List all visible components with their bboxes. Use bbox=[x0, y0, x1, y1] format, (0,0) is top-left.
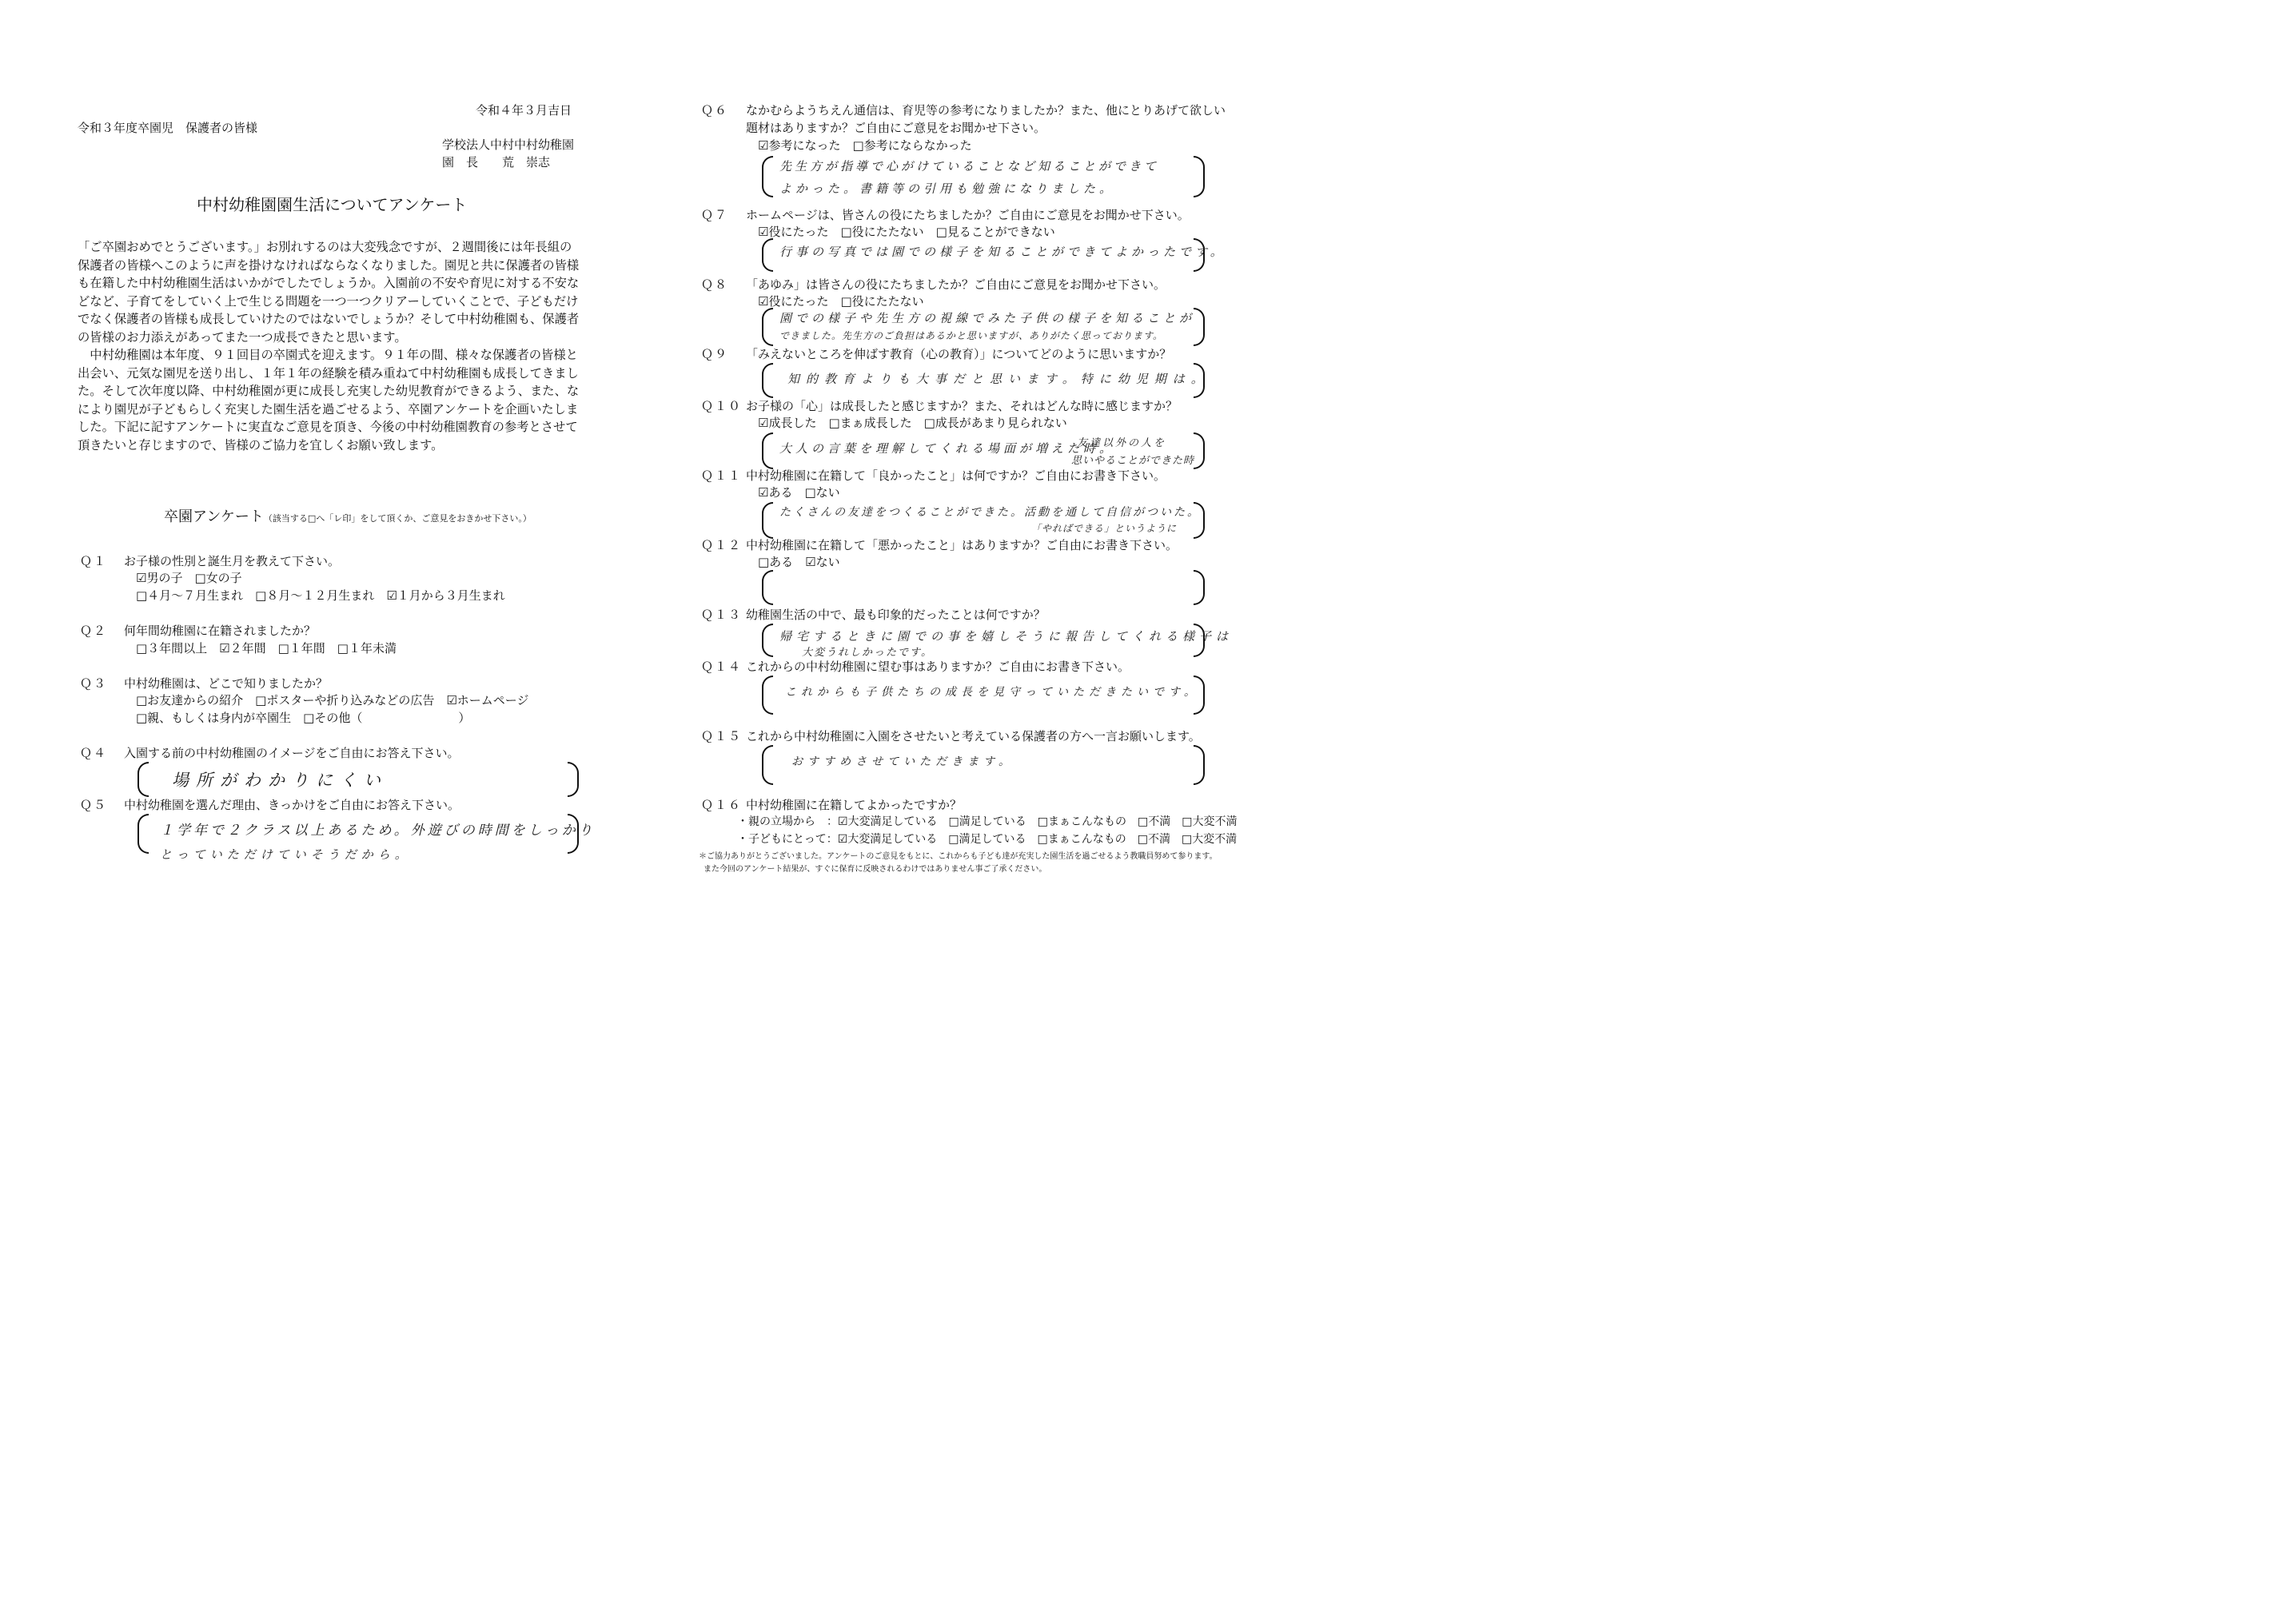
q4-answer[interactable]: 場所がわかりにくい bbox=[172, 771, 388, 790]
q1-number: Ｑ１ bbox=[80, 554, 108, 568]
q11-number: Ｑ１１ bbox=[701, 468, 743, 483]
q2-options[interactable]: □３年間以上 ☑２年間 □１年間 □１年未満 bbox=[136, 641, 397, 656]
q6-options[interactable]: ☑参考になった □参考にならなかった bbox=[758, 138, 972, 153]
q13-number: Ｑ１３ bbox=[701, 608, 743, 622]
q5-text: 中村幼稚園を選んだ理由、きっかけをご自由にお答え下さい。 bbox=[124, 798, 460, 812]
q14-answer[interactable]: これからも子供たちの成長を見守っていただきたいです。 bbox=[785, 686, 1200, 699]
q3-options-1[interactable]: □お友達からの紹介 □ポスターや折り込みなどの広告 ☑ホームページ bbox=[136, 693, 529, 707]
survey-title bbox=[164, 509, 532, 525]
q13-bracket-left bbox=[762, 624, 773, 657]
q14-number: Ｑ１４ bbox=[701, 660, 743, 674]
q7-bracket-left bbox=[762, 238, 773, 272]
q11-bracket-left bbox=[762, 502, 773, 539]
q12-number: Ｑ１２ bbox=[701, 538, 743, 552]
q10-options[interactable]: ☑成長した □まぁ成長した □成長があまり見られない bbox=[758, 416, 1067, 430]
principal: 園 長 荒 崇志 bbox=[442, 155, 551, 169]
q6-bracket-left bbox=[762, 156, 773, 197]
q15-bracket-right bbox=[1194, 745, 1205, 785]
document-date: 令和４年３月吉日 bbox=[476, 103, 572, 118]
q9-bracket-left bbox=[762, 363, 773, 398]
q4-text: 入園する前の中村幼稚園のイメージをご自由にお答え下さい。 bbox=[124, 746, 460, 760]
q6-number: Ｑ６ bbox=[701, 103, 729, 118]
q8-answer-line-1[interactable]: 園での様子や先生方の視線でみた子供の様子を知ることが bbox=[779, 311, 1196, 325]
q16-text: 中村幼稚園に在籍してよかったですか？ bbox=[746, 798, 963, 812]
q8-text: 「あゆみ」は皆さんの役にたちましたか？ご自由にご意見をお聞かせ下さい。 bbox=[746, 277, 1166, 292]
q15-bracket-left bbox=[762, 745, 773, 785]
q1-options-gender[interactable]: ☑男の子 □女の子 bbox=[136, 571, 242, 585]
q8-options[interactable]: ☑役にたった □役にたたない bbox=[758, 294, 924, 309]
q8-bracket-left bbox=[762, 308, 773, 346]
q10-number: Ｑ１０ bbox=[701, 399, 743, 413]
page-title: 中村幼稚園園生活についてアンケート bbox=[197, 195, 468, 214]
q6-answer-line-1[interactable]: 先生方が指導で心がけていることなど知ることができて bbox=[779, 159, 1160, 173]
q7-options[interactable]: ☑役にたった □役にたたない □見ることができない bbox=[758, 225, 1055, 239]
q5-answer-line-2[interactable]: とっていただけていそうだから。 bbox=[160, 847, 412, 862]
q11-answer-line-2[interactable]: 「やればできる」というように bbox=[1031, 523, 1178, 534]
q5-answer-line-1[interactable]: １学年で２クラス以上あるため。外遊びの時間をしっかり bbox=[160, 823, 596, 839]
q14-text: これからの中村幼稚園に望む事はありますか？ご自由にお書き下さい。 bbox=[746, 660, 1130, 674]
q4-number: Ｑ４ bbox=[80, 746, 108, 760]
q6-text-2: 題材はありますか？ご自由にご意見をお聞かせ下さい。 bbox=[746, 121, 1046, 135]
q1-options-birth[interactable]: □４月〜７月生まれ □８月〜１２月生まれ ☑１月から３月生まれ bbox=[136, 588, 505, 603]
q13-answer-line-2[interactable]: 大変うれしかったです。 bbox=[802, 647, 933, 659]
q3-number: Ｑ３ bbox=[80, 676, 108, 691]
q7-text: ホームページは、皆さんの役にたちましたか？ご自由にご意見をお聞かせ下さい。 bbox=[746, 208, 1190, 222]
q10-answer-line-2a[interactable]: 友達以外の人を bbox=[1077, 437, 1167, 449]
q2-text: 何年間幼稚園に在籍されましたか？ bbox=[124, 624, 317, 638]
q16-number: Ｑ１６ bbox=[701, 798, 743, 812]
q7-number: Ｑ７ bbox=[701, 208, 729, 222]
q8-bracket-right bbox=[1194, 308, 1205, 346]
q15-answer[interactable]: おすすめさせていただきます。 bbox=[791, 755, 1015, 768]
q12-options[interactable]: □ある ☑ない bbox=[758, 555, 840, 569]
recipients: 令和３年度卒園児 保護者の皆様 bbox=[78, 121, 258, 135]
q7-answer[interactable]: 行事の写真では園での様子を知ることができてよかったです。 bbox=[779, 245, 1226, 259]
footer-note-1: ＊ご協力ありがとうございました。アンケートのご意見をもとに、これからも子ども達が充実した園生活を過ごせるよう教職員努めて参ります。 bbox=[699, 852, 1218, 861]
q5-number: Ｑ５ bbox=[80, 798, 108, 812]
q6-text-1: なかむらようちえん通信は、育児等の参考になりましたか？また、他にとりあげて欲しい bbox=[746, 103, 1226, 118]
q11-text: 中村幼稚園に在籍して「良かったこと」は何ですか？ご自由にお書き下さい。 bbox=[746, 468, 1166, 483]
q14-bracket-left bbox=[762, 675, 773, 715]
q13-text: 幼稚園生活の中で、最も印象的だったことは何ですか？ bbox=[746, 608, 1046, 622]
q4-bracket-left bbox=[138, 762, 149, 797]
organization: 学校法人中村中村幼稚園 bbox=[442, 137, 575, 152]
q12-bracket-left bbox=[762, 570, 773, 605]
q16-child-row[interactable]: ・子どもにとって：☑大変満足している □満足している □まぁこんなもの □不満 □大変不満 bbox=[737, 833, 1238, 846]
intro-paragraph-2: 中村幼稚園は本年度、９１回目の卒園式を迎えます。９１年の間、様々な保護者の皆様と出会い、元気な園児を送り出し、１年１年の経験を積み重ねて中村幼稚園も成長してきました。そして次年度以降、中村幼稚園が更に成長し充実した幼児教育ができるよう、また、なにより園児が子どもらしく充実した園生活を過ごせるよう、卒園アンケートを企画いたしました。下記に記すアンケートに実直なご意見を頂き、今後の中村幼稚園教育の参考とさせて頂きたいと存じますので、皆様のご協力を宜しくお願い致します。 bbox=[78, 348, 580, 452]
q6-bracket-right bbox=[1194, 156, 1205, 197]
q5-bracket-left bbox=[138, 814, 149, 854]
q13-answer-line-1[interactable]: 帰宅するときに園での事を嬉しそうに報告してくれる様子は bbox=[779, 629, 1234, 644]
q8-number: Ｑ８ bbox=[701, 277, 729, 292]
q12-bracket-right bbox=[1194, 570, 1205, 605]
q2-number: Ｑ２ bbox=[80, 624, 108, 638]
survey-title-text: 卒園アンケート bbox=[164, 508, 264, 525]
q3-text: 中村幼稚園は、どこで知りましたか？ bbox=[124, 676, 329, 691]
q11-answer-line-1[interactable]: たくさんの友達をつくることができた。活動を通して自信がついた。 bbox=[779, 506, 1201, 519]
q16-parent-row[interactable]: ・親の立場から ：☑大変満足している □満足している □まぁこんなもの □不満 □大変不満 bbox=[737, 815, 1238, 828]
q10-bracket-right bbox=[1194, 432, 1205, 469]
q10-text: お子様の「心」は成長したと感じますか？また、それはどんな時に感じますか？ bbox=[746, 399, 1178, 413]
q9-number: Ｑ９ bbox=[701, 347, 729, 361]
survey-note: （該当する□へ「レ印」をして頂くか、ご意見をおきかせ下さい。） bbox=[263, 513, 532, 524]
q10-bracket-left bbox=[762, 432, 773, 469]
q15-number: Ｑ１５ bbox=[701, 729, 743, 743]
q10-answer-line-1[interactable]: 大人の言葉を理解してくれる場面が増えた時。 bbox=[779, 441, 1116, 456]
q15-text: これから中村幼稚園に入園をさせたいと考えている保護者の方へ一言お願いします。 bbox=[746, 729, 1201, 743]
intro-text bbox=[78, 238, 581, 454]
q4-bracket-right bbox=[568, 762, 579, 797]
q9-answer[interactable]: 知的教育よりも大事だと思います。特に幼児期は。 bbox=[787, 372, 1210, 386]
q6-answer-line-2[interactable]: よかった。書籍等の引用も勉強になりました。 bbox=[779, 181, 1116, 196]
q1-text: お子様の性別と誕生月を教えて下さい。 bbox=[124, 554, 341, 568]
q10-answer-line-2b[interactable]: 思いやることができた時 bbox=[1071, 455, 1195, 467]
q3-options-2[interactable]: □親、もしくは身内が卒園生 □その他（ ） bbox=[136, 711, 471, 725]
q9-text: 「みえないところを伸ばす教育（心の教育）」についてどのように思いますか？ bbox=[746, 347, 1172, 361]
intro-paragraph-1: 「ご卒園おめでとうございます。」お別れするのは大変残念ですが、２週間後には年長組の保護者の皆様へこのように声を掛けなければならなくなりました。園児と共に保護者の皆様も在籍した中村幼稚園生活はいかがでしたでしょうか。入園前の不安や育児に対する不安などなど、子育てをしていく上で生じる問題を一つ一つクリアーしていくことで、子どもだけでなく保護者の皆様も成長していけたのではないでしょうか？そして中村幼稚園も、保護者の皆様のお力添えがあってまた一つ成長できたと思います。 bbox=[78, 240, 580, 345]
q8-answer-line-2[interactable]: できました。先生方のご負担はあるかと思いますが、ありがたく思っております。 bbox=[779, 330, 1164, 341]
footer-note-2: また今回のアンケート結果が、すぐに保育に反映されるわけではありません事ご了承ください。 bbox=[704, 865, 1047, 874]
q11-options[interactable]: ☑ある □ない bbox=[758, 485, 840, 500]
q12-text: 中村幼稚園に在籍して「悪かったこと」はありますか？ご自由にお書き下さい。 bbox=[746, 538, 1178, 552]
